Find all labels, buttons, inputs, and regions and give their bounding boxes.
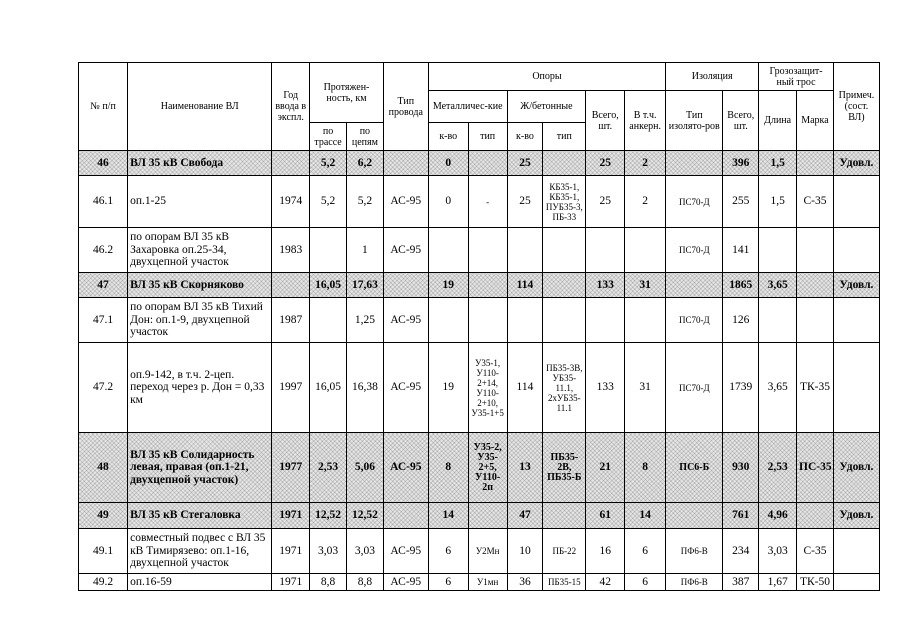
cell-cable-mark: С-35: [797, 529, 834, 574]
cell-year: 1971: [272, 574, 310, 591]
cell-trassa: 5,2: [310, 176, 347, 228]
cell-concrete-type: ПБ35-2В, ПБ35-Б: [543, 433, 586, 503]
cell-anchor: 31: [625, 273, 666, 298]
header-supports: Опоры: [428, 63, 665, 91]
header-anchor: В т.ч. анкерн.: [625, 91, 666, 151]
header-concrete: Ж/бетонные: [507, 91, 586, 123]
header-metal-type: тип: [468, 123, 507, 151]
cell-ins-total: 761: [723, 503, 759, 529]
cell-chains: 6,2: [346, 151, 383, 176]
cell-concrete-type: [543, 503, 586, 529]
header-insulation: Изоляция: [666, 63, 759, 91]
cell-metal-count: 6: [428, 529, 468, 574]
header-ins-total: Всего, шт.: [723, 91, 759, 151]
cell-metal-type: У2Мн: [468, 529, 507, 574]
cell-metal-type: [468, 273, 507, 298]
cell-ins-type: [666, 151, 723, 176]
cell-wire: АС-95: [383, 228, 428, 273]
cell-cable-length: 3,65: [759, 273, 797, 298]
table-row: [79, 298, 880, 343]
cell-cable-length: 2,53: [759, 433, 797, 503]
cell-concrete-count: 47: [507, 503, 543, 529]
header-trassa: по трассе: [310, 123, 347, 151]
cell-ins-total: 234: [723, 529, 759, 574]
cell-chains: 5,06: [346, 433, 383, 503]
cell-metal-type: У35-1, У110-2+14, У110-2+10, У35-1+5: [468, 343, 507, 433]
cell-metal-type: У35-2, У35-2+5, У110-2п: [468, 433, 507, 503]
cell-metal-type: [468, 298, 507, 343]
cell-metal-type: У1мн: [468, 574, 507, 591]
header-name: Наименование ВЛ: [128, 63, 272, 151]
cell-total: 133: [586, 343, 625, 433]
header-total: Всего, шт.: [586, 91, 625, 151]
cell-wire: АС-95: [383, 343, 428, 433]
cell-num: 46.1: [79, 176, 128, 228]
cell-cable-length: 3,03: [759, 529, 797, 574]
cell-concrete-count: 36: [507, 574, 543, 591]
cell-chains: 17,63: [346, 273, 383, 298]
cell-note: Удовл.: [833, 151, 879, 176]
cell-metal-type: [468, 228, 507, 273]
cell-note: Удовл.: [833, 273, 879, 298]
cell-wire: [383, 151, 428, 176]
cell-name: ВЛ 35 кВ Скорняково: [128, 273, 272, 298]
cell-cable-mark: ПС-35: [797, 433, 834, 503]
cell-metal-count: 0: [428, 176, 468, 228]
cell-cable-mark: С-35: [797, 176, 834, 228]
cell-trassa: 12,52: [310, 503, 347, 529]
cell-num: 46: [79, 151, 128, 176]
cell-anchor: 2: [625, 151, 666, 176]
cell-metal-count: [428, 298, 468, 343]
cell-anchor: 14: [625, 503, 666, 529]
cell-metal-count: 8: [428, 433, 468, 503]
cell-total: 42: [586, 574, 625, 591]
cell-concrete-count: 114: [507, 343, 543, 433]
cell-concrete-count: 13: [507, 433, 543, 503]
cell-concrete-type: [543, 228, 586, 273]
header-num: № п/п: [79, 63, 128, 151]
cell-anchor: [625, 228, 666, 273]
table-row: [79, 529, 880, 574]
cell-concrete-count: [507, 298, 543, 343]
cell-metal-type: [468, 503, 507, 529]
cell-ins-total: 387: [723, 574, 759, 591]
cell-cable-length: 1,5: [759, 176, 797, 228]
cell-ins-type: ПС6-Б: [666, 433, 723, 503]
header-metal-count: к-во: [428, 123, 468, 151]
cell-concrete-type: [543, 273, 586, 298]
cell-ins-total: 126: [723, 298, 759, 343]
cell-num: 47: [79, 273, 128, 298]
cell-anchor: 6: [625, 574, 666, 591]
cell-num: 49: [79, 503, 128, 529]
cell-trassa: [310, 228, 347, 273]
header-concrete-type: тип: [543, 123, 586, 151]
cell-cable-length: [759, 298, 797, 343]
header-year: Год ввода в экспл.: [272, 63, 310, 151]
table-row: [79, 176, 880, 228]
header-wire: Тип провода: [383, 63, 428, 151]
cell-cable-length: 4,96: [759, 503, 797, 529]
cell-total: 25: [586, 151, 625, 176]
cell-year: 1977: [272, 433, 310, 503]
table-row: [79, 273, 880, 298]
cell-note: Удовл.: [833, 433, 879, 503]
cell-ins-type: ПФ6-В: [666, 574, 723, 591]
cell-name: по опорам ВЛ 35 кВ Захаровка оп.25-34, двухцепной участок: [128, 228, 272, 273]
cell-concrete-type: [543, 298, 586, 343]
cell-trassa: 5,2: [310, 151, 347, 176]
cell-cable-mark: [797, 151, 834, 176]
cell-num: 46.2: [79, 228, 128, 273]
header-cable: Грозозащит-ный трос: [759, 63, 834, 91]
cell-anchor: 6: [625, 529, 666, 574]
cell-note: [833, 574, 879, 591]
cell-num: 49.1: [79, 529, 128, 574]
cell-year: 1997: [272, 343, 310, 433]
cell-chains: 16,38: [346, 343, 383, 433]
cell-chains: 3,03: [346, 529, 383, 574]
cell-chains: 12,52: [346, 503, 383, 529]
cell-trassa: 8,8: [310, 574, 347, 591]
cell-metal-type: [468, 151, 507, 176]
cell-total: [586, 298, 625, 343]
cell-note: [833, 343, 879, 433]
cell-ins-type: ПС70-Д: [666, 343, 723, 433]
cell-anchor: 31: [625, 343, 666, 433]
header-cable-length: Длина: [759, 91, 797, 151]
vl-table: [78, 62, 880, 591]
cell-wire: АС-95: [383, 298, 428, 343]
cell-num: 47.1: [79, 298, 128, 343]
cell-ins-type: ПС70-Д: [666, 176, 723, 228]
table-row: [79, 433, 880, 503]
cell-year: 1983: [272, 228, 310, 273]
header-metal: Металличес-кие: [428, 91, 507, 123]
cell-year: [272, 151, 310, 176]
cell-concrete-type: ПБ35-15: [543, 574, 586, 591]
cell-metal-count: 6: [428, 574, 468, 591]
cell-wire: [383, 503, 428, 529]
cell-name: по опорам ВЛ 35 кВ Тихий Дон: оп.1-9, двухцепной участок: [128, 298, 272, 343]
cell-total: [586, 228, 625, 273]
cell-cable-mark: [797, 273, 834, 298]
cell-trassa: 2,53: [310, 433, 347, 503]
cell-chains: 1: [346, 228, 383, 273]
cell-total: 21: [586, 433, 625, 503]
header-cable-mark: Марка: [797, 91, 834, 151]
cell-concrete-count: 25: [507, 176, 543, 228]
cell-total: 133: [586, 273, 625, 298]
cell-metal-count: 0: [428, 151, 468, 176]
cell-chains: 8,8: [346, 574, 383, 591]
header-ins-type: Тип изолято-ров: [666, 91, 723, 151]
cell-ins-total: 1865: [723, 273, 759, 298]
cell-wire: АС-95: [383, 574, 428, 591]
cell-year: 1987: [272, 298, 310, 343]
cell-cable-mark: [797, 228, 834, 273]
table-row: [79, 151, 880, 176]
header-chains: по цепям: [346, 123, 383, 151]
cell-year: 1971: [272, 529, 310, 574]
cell-concrete-count: 25: [507, 151, 543, 176]
cell-note: [833, 298, 879, 343]
cell-num: 47.2: [79, 343, 128, 433]
cell-year: 1974: [272, 176, 310, 228]
cell-concrete-type: ПБ35-3В, УБ35-11.1, 2хУБ35-11.1: [543, 343, 586, 433]
cell-chains: 5,2: [346, 176, 383, 228]
cell-name: ВЛ 35 кВ Солидарность левая, правая (оп.1-21, двухцепной участок): [128, 433, 272, 503]
cell-cable-length: 1,5: [759, 151, 797, 176]
cell-ins-type: ПФ6-В: [666, 529, 723, 574]
cell-anchor: [625, 298, 666, 343]
cell-concrete-type: КБ35-1, КБ35-1, ПУБ35-3, ПБ-33: [543, 176, 586, 228]
cell-year: [272, 273, 310, 298]
cell-cable-mark: [797, 298, 834, 343]
cell-num: 48: [79, 433, 128, 503]
cell-metal-type: -: [468, 176, 507, 228]
cell-wire: АС-95: [383, 529, 428, 574]
cell-metal-count: 19: [428, 273, 468, 298]
cell-concrete-count: 114: [507, 273, 543, 298]
cell-metal-count: [428, 228, 468, 273]
cell-name: оп.9-142, в т.ч. 2-цеп. переход через р. Дон = 0,33 км: [128, 343, 272, 433]
cell-wire: [383, 273, 428, 298]
cell-name: ВЛ 35 кВ Стегаловка: [128, 503, 272, 529]
cell-note: [833, 176, 879, 228]
cell-ins-total: 396: [723, 151, 759, 176]
cell-total: 61: [586, 503, 625, 529]
cell-ins-type: [666, 273, 723, 298]
cell-ins-type: ПС70-Д: [666, 228, 723, 273]
cell-total: 25: [586, 176, 625, 228]
cell-cable-mark: ТК-50: [797, 574, 834, 591]
table-row: [79, 228, 880, 273]
cell-anchor: 8: [625, 433, 666, 503]
cell-trassa: 16,05: [310, 343, 347, 433]
cell-name: оп.1-25: [128, 176, 272, 228]
cell-year: 1971: [272, 503, 310, 529]
cell-wire: АС-95: [383, 176, 428, 228]
cell-ins-total: 930: [723, 433, 759, 503]
cell-name: оп.16-59: [128, 574, 272, 591]
cell-trassa: 3,03: [310, 529, 347, 574]
cell-num: 49.2: [79, 574, 128, 591]
table-row: [79, 503, 880, 529]
cell-anchor: 2: [625, 176, 666, 228]
cell-cable-length: 3,65: [759, 343, 797, 433]
cell-note: [833, 529, 879, 574]
cell-chains: 1,25: [346, 298, 383, 343]
cell-trassa: [310, 298, 347, 343]
cell-metal-count: 14: [428, 503, 468, 529]
cell-cable-mark: ТК-35: [797, 343, 834, 433]
cell-ins-total: 1739: [723, 343, 759, 433]
cell-wire: АС-95: [383, 433, 428, 503]
cell-total: 16: [586, 529, 625, 574]
cell-concrete-type: ПБ-22: [543, 529, 586, 574]
cell-name: ВЛ 35 кВ Свобода: [128, 151, 272, 176]
cell-ins-type: ПС70-Д: [666, 298, 723, 343]
cell-concrete-type: [543, 151, 586, 176]
cell-concrete-count: 10: [507, 529, 543, 574]
cell-name: совместный подвес с ВЛ 35 кВ Тимирязево: оп.1-16, двухцепной участок: [128, 529, 272, 574]
cell-ins-total: 255: [723, 176, 759, 228]
cell-ins-type: [666, 503, 723, 529]
cell-ins-total: 141: [723, 228, 759, 273]
cell-note: Удовл.: [833, 503, 879, 529]
header-note: Примеч. (сост. ВЛ): [833, 63, 879, 151]
header-length: Протяжен-ность, км: [310, 63, 384, 123]
table-row: [79, 343, 880, 433]
cell-cable-length: [759, 228, 797, 273]
cell-metal-count: 19: [428, 343, 468, 433]
cell-cable-length: 1,67: [759, 574, 797, 591]
header-concrete-count: к-во: [507, 123, 543, 151]
cell-cable-mark: [797, 503, 834, 529]
cell-note: [833, 228, 879, 273]
cell-trassa: 16,05: [310, 273, 347, 298]
cell-concrete-count: [507, 228, 543, 273]
table-row: [79, 574, 880, 591]
